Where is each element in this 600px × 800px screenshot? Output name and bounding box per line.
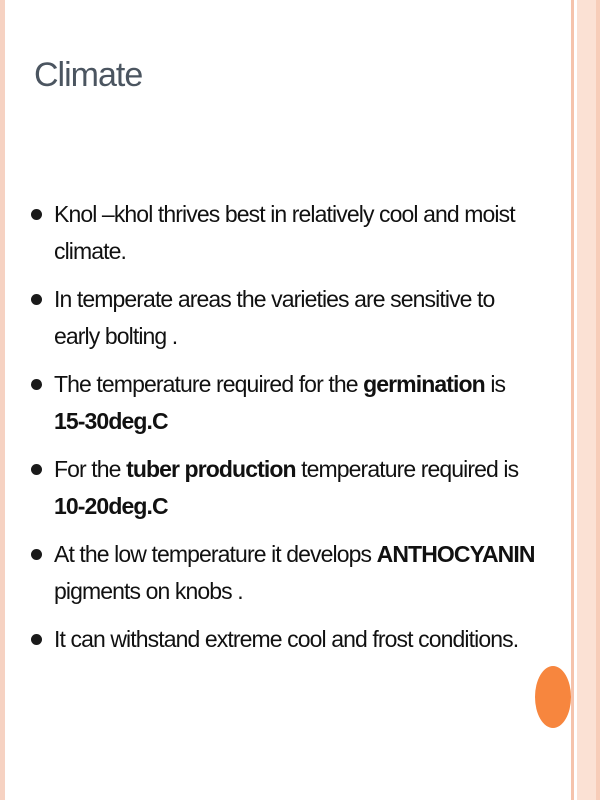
bullet-dot-icon — [31, 209, 42, 220]
left-border — [0, 0, 5, 800]
bullet-emphasis: 15-30deg.C — [54, 408, 168, 434]
bullet-text: For the — [54, 456, 127, 482]
bullet-dot-icon — [31, 634, 42, 645]
bullet-text: is — [484, 371, 506, 397]
bullet-text: It can withstand extreme cool and frost conditions. — [54, 626, 519, 652]
bullet-emphasis: tuber production — [126, 456, 296, 482]
bullet-item — [30, 281, 535, 355]
right-border-band — [577, 0, 596, 800]
bullet-dot-icon — [31, 549, 42, 560]
bullet-emphasis: ANTHOCYANIN — [376, 541, 535, 567]
bullet-emphasis: 10-20deg.C — [54, 493, 168, 519]
bullet-text: In temperate areas the varieties are sensitive to early bolting . — [54, 286, 495, 349]
decorative-circle — [535, 666, 571, 728]
bullet-text: pigments on knobs . — [54, 578, 243, 604]
bullet-text: temperature required is — [295, 456, 519, 482]
bullet-list — [30, 196, 535, 669]
bullet-item — [30, 366, 535, 440]
right-border-line — [571, 0, 574, 800]
bullet-dot-icon — [31, 464, 42, 475]
bullet-item — [30, 536, 535, 610]
right-border-edge — [596, 0, 600, 800]
bullet-emphasis: germination — [363, 371, 485, 397]
slide-title: Climate — [34, 56, 143, 94]
bullet-dot-icon — [31, 379, 42, 390]
bullet-text: At the low temperature it develops — [54, 541, 377, 567]
bullet-item — [30, 451, 535, 525]
bullet-dot-icon — [31, 294, 42, 305]
bullet-text: Knol –khol thrives best in relatively cool and moist climate. — [54, 201, 515, 264]
bullet-item — [30, 621, 535, 658]
bullet-item — [30, 196, 535, 270]
bullet-text: The temperature required for the — [54, 371, 364, 397]
